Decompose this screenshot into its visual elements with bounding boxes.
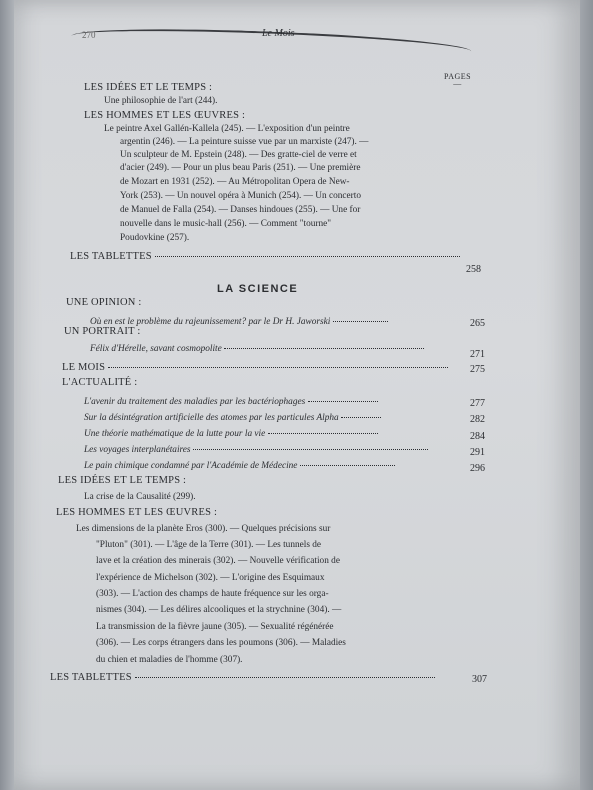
section-tablettes-top (70, 251, 460, 262)
hommes-line: Poudovkine (257). (120, 233, 190, 243)
section-idees-top: LES IDÉES ET LE TEMPS : (84, 82, 213, 93)
actualite-item-text: Le pain chimique condamné par l'Académie de Médecine (84, 461, 298, 471)
hommes-line: "Pluton" (301). — L'âge de la Terre (301). — Les tunnels de (96, 540, 322, 550)
leader-dots (308, 401, 378, 402)
page-number: 270 (82, 30, 96, 40)
hommes-line: Les dimensions de la planète Eros (300). — Quelques précisions sur (76, 524, 331, 534)
hommes-line: argentin (246). — La peinture suisse vue par un marxiste (247). — (120, 137, 369, 147)
actualite-page: 277 (470, 398, 485, 409)
hommes-line: nouvelle dans le music-hall (256). — Comment "tourne" (120, 219, 332, 229)
tablettes-page: 258 (466, 264, 481, 275)
actualite-item (84, 397, 378, 407)
leader-dots (193, 449, 428, 450)
section-opinion: UNE OPINION : (66, 297, 142, 308)
actualite-page: 291 (470, 447, 485, 458)
hommes-line: du chien et maladies de l'homme (307). (96, 655, 243, 665)
portrait-item-text: Félix d'Hérelle, savant cosmopolite (90, 344, 222, 354)
leader-dots (108, 367, 448, 368)
section-tablettes (50, 672, 435, 683)
leader-dots (155, 256, 460, 257)
leader-dots (300, 465, 395, 466)
actualite-page: 284 (470, 431, 485, 442)
tablettes-label: LES TABLETTES (50, 672, 132, 683)
section-hommes: LES HOMMES ET LES ŒUVRES : (56, 507, 218, 518)
section-actualite: L'ACTUALITÉ : (62, 377, 138, 388)
hommes-line: La transmission de la fièvre jaune (305). — Sexualité régénérée (96, 622, 334, 632)
tablettes-page: 307 (472, 674, 487, 685)
leader-dots (268, 433, 378, 434)
section-idees: LES IDÉES ET LE TEMPS : (58, 475, 187, 486)
actualite-item (84, 461, 395, 471)
section-portrait: UN PORTRAIT : (64, 326, 141, 337)
hommes-line: d'acier (249). — Pour un plus beau Paris (251). — Une première (120, 163, 361, 173)
opinion-page: 265 (470, 318, 485, 329)
actualite-item-text: Une théorie mathématique de la lutte pour la vie (84, 429, 266, 439)
actualite-item-text: Les voyages interplanétaires (84, 445, 191, 455)
portrait-item (90, 344, 424, 354)
actualite-item-text: Sur la désintégration artificielle des atomes par les particules Alpha (84, 413, 339, 423)
pages-label: PAGES (444, 72, 472, 81)
pages-label-mark: — (453, 79, 462, 88)
actualite-item-text: L'avenir du traitement des maladies par les bactériophages (84, 397, 306, 407)
hommes-line: (306). — Les corps étrangers dans les poumons (306). — Maladies (96, 638, 346, 648)
leader-dots (333, 321, 388, 322)
hommes-line: nismes (304). — Les délires alcooliques et la strychnine (304). — (96, 605, 342, 615)
hommes-line: York (253). — Un nouvel opéra à Munich (254). — Un concerto (120, 191, 361, 201)
hommes-line: (303). — L'action des champs de haute fréquence sur les orga- (96, 589, 329, 599)
opinion-item-text: Où en est le problème du rajeunissement? par le Dr H. Jaworski (90, 317, 331, 327)
hommes-line: l'expérience de Michelson (302). — L'origine des Esquimaux (96, 573, 325, 583)
actualite-item (84, 429, 378, 439)
hommes-line: lave et la création des minerais (302). — Nouvelle vérification de (96, 556, 340, 566)
hommes-line: Un sculpteur de M. Epstein (248). — Des gratte-ciel de verre et (120, 150, 357, 160)
idees-item-top: Une philosophie de l'art (244). (104, 96, 218, 106)
section-mois (62, 362, 448, 373)
hommes-line: de Manuel de Falla (254). — Danses hindoues (255). — Une for (120, 205, 361, 215)
leader-dots (224, 348, 424, 349)
hommes-line: Le peintre Axel Gallén-Kallela (245). — L'exposition d'un peintre (104, 124, 350, 134)
leader-dots (135, 677, 435, 678)
mois-page: 275 (470, 364, 485, 375)
idees-item: La crise de la Causalité (299). (84, 492, 196, 502)
hommes-line: de Mozart en 1931 (252). — Au Métropolitan Opera de New- (120, 177, 350, 187)
section-hommes-top: LES HOMMES ET LES ŒUVRES : (84, 110, 246, 121)
portrait-page: 271 (470, 349, 485, 360)
actualite-page: 296 (470, 463, 485, 474)
running-title: Le Mois (262, 28, 295, 39)
leader-dots (341, 417, 381, 418)
actualite-page: 282 (470, 414, 485, 425)
science-heading: LA SCIENCE (217, 283, 299, 295)
tablettes-label: LES TABLETTES (70, 251, 152, 262)
actualite-item (84, 413, 381, 423)
actualite-item (84, 445, 428, 455)
mois-label: LE MOIS (62, 362, 106, 373)
